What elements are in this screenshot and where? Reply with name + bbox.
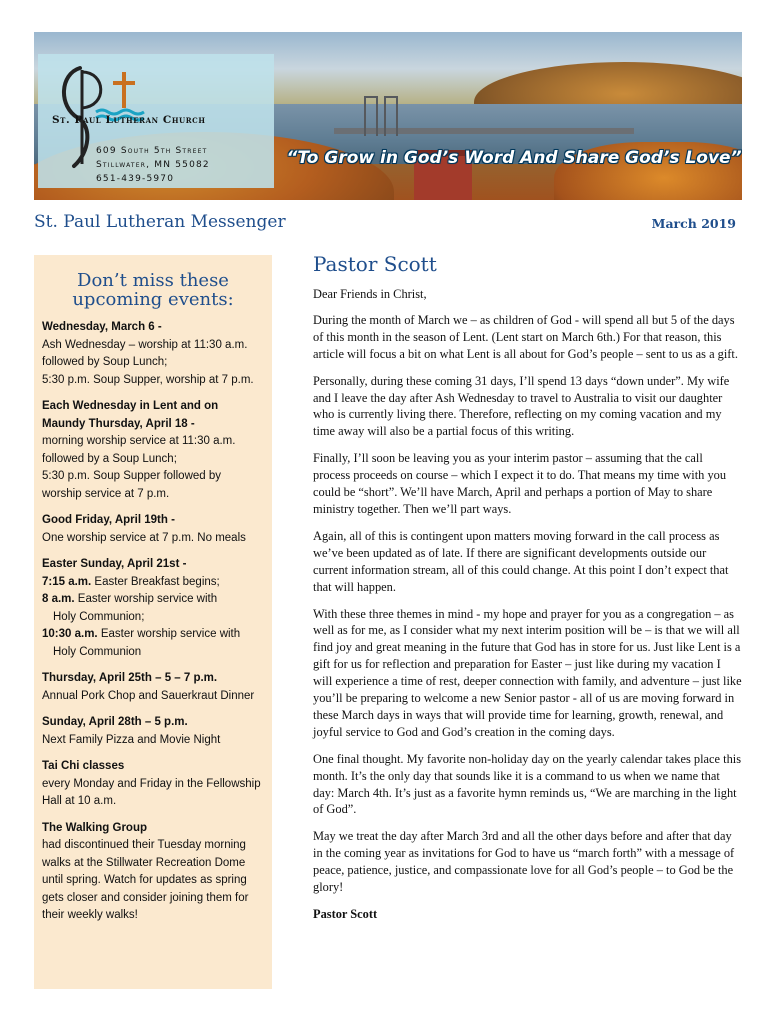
event-detail: morning worship service at 11:30 a.m. (42, 435, 236, 447)
event-detail: Next Family Pizza and Movie Night (42, 733, 221, 746)
event-detail-text: Easter Breakfast begins; (91, 575, 220, 588)
event-detail: Holy Communion (53, 645, 142, 658)
event-detail: gets closer and consider joining them for (42, 891, 249, 904)
event-detail: 5:30 p.m. Soup Supper followed by (42, 470, 222, 482)
event-detail: Holy Communion; (53, 610, 145, 623)
event-detail: followed by a Soup Lunch; (42, 452, 177, 465)
event-heading: Good Friday, April 19th - (42, 514, 175, 526)
church-tagline: “To Grow in God’s Word And Share God’s Love” (286, 148, 742, 168)
event-time: 8 a.m. (42, 593, 75, 605)
article-title: Pastor Scott (313, 252, 437, 276)
event-heading: Sunday, April 28th – 5 p.m. (42, 716, 188, 728)
event-detail: every Monday and Friday in the Fellowship (42, 777, 261, 790)
event-item (42, 556, 264, 661)
article-paragraph: One final thought. My favorite non-holiday day on the yearly calendar takes place this month. It’s the only day that sounds like it is a command to us when we name that day: March 4th. It’s just as a favorite hymn reminds us, “We are marching in the light of God”. (313, 751, 742, 817)
article-paragraph: Again, all of this is contingent upon matters moving forward in the call process as we’ve been updated as of late. If there are significant developments outside our current information stream, all of this could change. At this point I don’t expect that that will happen. (313, 528, 729, 594)
article-paragraph: During the month of March we – as children of God - will spend all but 5 of the days of this month in the season of Lent. (Lent start on March 6th.) For that reason, this article will focus a bit on what Lent is all about for God’s people – sent to us as a gift. (313, 312, 738, 361)
event-heading: Each Wednesday in Lent and on Maundy Thursday, April 18 - (42, 400, 219, 430)
events-heading-line2: upcoming events: (72, 289, 234, 310)
issue-date: March 2019 (651, 216, 736, 231)
event-detail: Hall at 10 a.m. (42, 795, 117, 807)
event-item (42, 512, 264, 547)
church-logo (38, 54, 274, 188)
event-detail: walks at the Stillwater Recreation Dome (42, 856, 246, 869)
event-time: 10:30 a.m. (42, 628, 98, 640)
events-heading (34, 271, 272, 309)
event-item (42, 398, 264, 503)
event-item (42, 670, 264, 705)
event-detail (42, 574, 264, 592)
pastor-article (313, 252, 743, 933)
upcoming-events-panel (34, 255, 272, 989)
event-detail: One worship service at 7 p.m. No meals (42, 531, 246, 544)
church-address-city: Stillwater, MN 55082 (96, 160, 210, 170)
newsletter-title: St. Paul Lutheran Messenger (34, 212, 286, 232)
church-phone: 651-439-5970 (96, 174, 175, 184)
church-name: St. Paul Lutheran Church (52, 114, 206, 126)
event-heading: Wednesday, March 6 - (42, 321, 162, 333)
event-detail-text: Easter worship service with (74, 593, 218, 605)
event-heading: Easter Sunday, April 21st - (42, 558, 187, 570)
event-detail: 5:30 p.m. Soup Supper, worship at 7 p.m. (42, 373, 254, 386)
event-heading: Thursday, April 25th – 5 – 7 p.m. (42, 672, 218, 684)
article-greeting: Dear Friends in Christ, (313, 287, 427, 301)
event-detail: had discontinued their Tuesday morning (42, 839, 246, 851)
banner-lift-bridge (334, 128, 634, 134)
event-time: 7:15 a.m. (42, 575, 92, 588)
event-detail: followed by Soup Lunch; (42, 356, 168, 368)
event-item (42, 714, 264, 749)
article-paragraph: Personally, during these coming 31 days, I’ll spend 13 days “down under”. My wife and I leave the day after Ash Wednesday to travel to Australia to visit our daughter who is currently living there. Therefore, reflecting on my coming vacation and my time away will also be a partial focus of this writing. (313, 373, 730, 439)
event-detail: until spring. Watch for updates as spring (42, 874, 247, 886)
event-detail: Ash Wednesday – worship at 11:30 a.m. (42, 338, 248, 351)
header-banner (34, 32, 742, 200)
event-list (34, 309, 272, 925)
event-detail: worship service at 7 p.m. (42, 487, 170, 500)
church-address-street: 609 South 5th Street (96, 146, 208, 156)
event-item (42, 758, 264, 811)
event-heading: The Walking Group (42, 821, 147, 834)
event-item (42, 319, 264, 389)
article-paragraph: Finally, I’ll soon be leaving you as your interim pastor – assuming that the call process proceeds on course – which I expect it to do. That means my time with you could be “short”. We’ll have March, April and perhaps a portion of May to share ministry together. Then we’ll part ways. (313, 451, 727, 516)
article-paragraph: With these three themes in mind - my hope and prayer for you as a congregation – as well as for me, as I consider what my next interim position will be – is that we will all find joy and great meaning in the future that God has in store for us. Just like Lent is a gift for us for reflection and preparation for Easter – just like during my vacation I will experience a time of rest, deeper connection with family, and adventure – just like you’ll be preparing to welcome a new Senior pastor - all of us are moving forward in these March days in ways that will provide time for learning, growth, renewal, and joyful service to God and God’s creation in the coming days. (313, 606, 742, 739)
event-detail (42, 591, 264, 609)
event-detail (42, 626, 264, 644)
banner-bridge-tower (364, 96, 378, 136)
events-heading-line1: Don’t miss these (77, 270, 229, 291)
event-detail-text: Easter worship service with (97, 628, 241, 640)
event-detail: Annual Pork Chop and Sauerkraut Dinner (42, 689, 255, 702)
article-signature: Pastor Scott (313, 907, 378, 921)
article-paragraph: May we treat the day after March 3rd and all the other days before and after that day in the coming year as invitations for God to have us “march forth” with a message of peace, patience, justice, and compassionate love for all God’s people – to God be the glory! (313, 829, 735, 895)
banner-bridge-tower (384, 96, 398, 136)
event-heading: Tai Chi classes (42, 760, 125, 772)
event-item (42, 820, 264, 925)
article-body (313, 312, 743, 896)
event-detail: their weekly walks! (42, 909, 138, 921)
